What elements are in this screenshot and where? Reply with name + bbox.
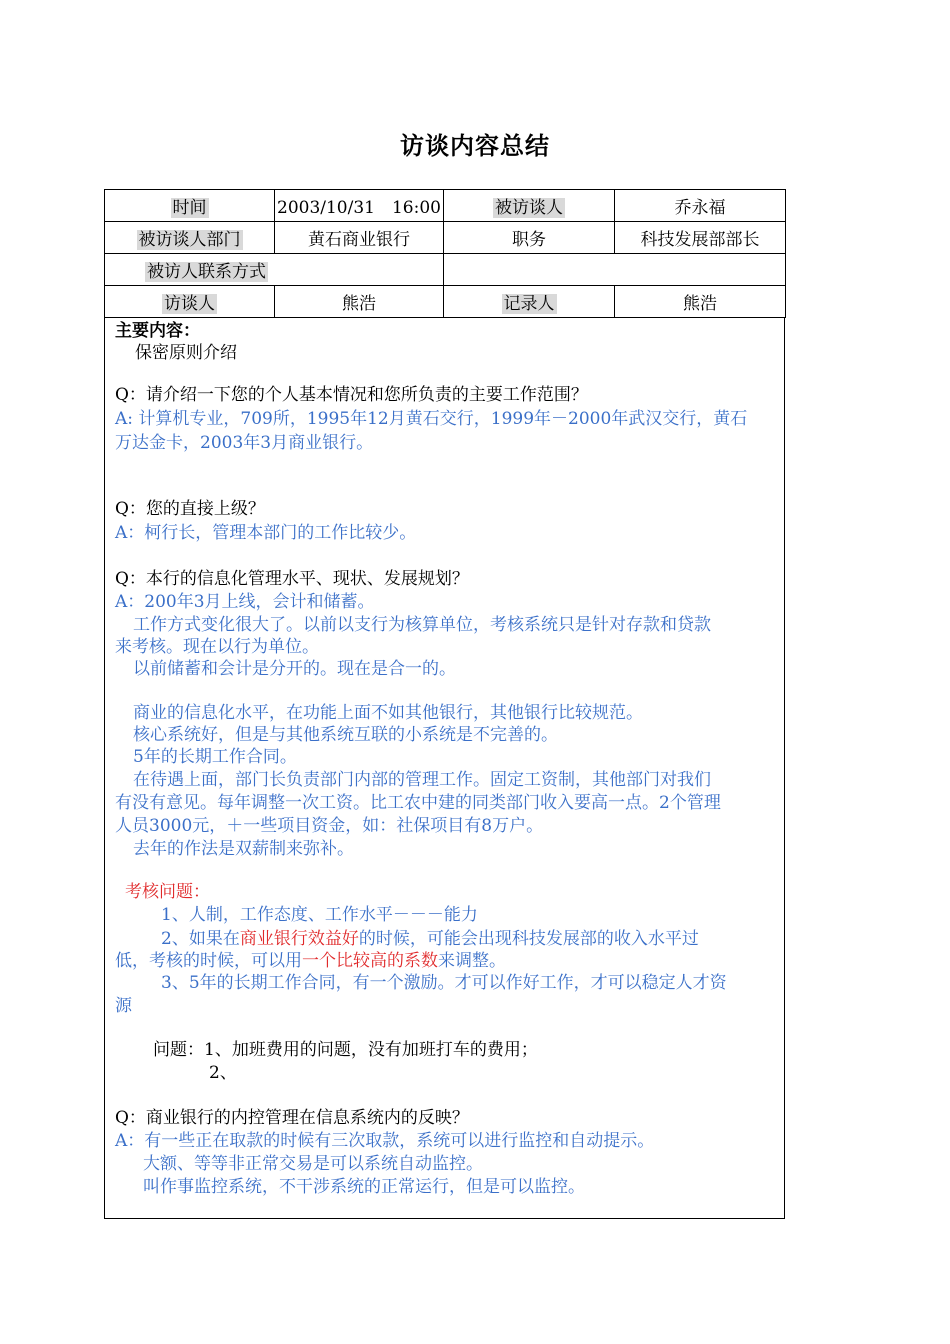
- answer-3-line-9: 有没有意见。每年调整一次工资。比工农中建的同类部门收入要高一点。2个管理: [115, 793, 721, 813]
- answer-3-line-1: A：200年3月上线，会计和储蓄。: [115, 592, 375, 612]
- answer-3-line-3: 来考核。现在以行为单位。: [115, 637, 319, 657]
- answer-3-line-8: 在待遇上面，部门长负责部门内部的管理工作。固定工资制，其他部门对我们: [133, 770, 711, 790]
- table-row: [105, 222, 786, 254]
- question-2: Q：您的直接上级？: [115, 499, 265, 519]
- position-value: 科技发展部部长: [615, 222, 786, 254]
- table-row: [105, 254, 786, 286]
- time-value: 2003/10/31 16:00: [275, 190, 444, 222]
- assessment-item-3-line-2: 源: [115, 996, 132, 1016]
- answer-3-line-2: 工作方式变化很大了。以前以支行为核算单位，考核系统只是针对存款和贷款: [133, 615, 711, 635]
- assessment-text: 的时候，可能会出现科技发展部的收入水平过: [358, 929, 699, 949]
- answer-1-line-1: A: 计算机专业，709所，1995年12月黄石交行，1999年－2000年武汉交行，黄石: [115, 409, 748, 429]
- highlight-text: 商业银行效益好: [239, 929, 359, 949]
- highlight-text: 一个比较高的系数: [302, 951, 438, 971]
- question-1: Q：请介绍一下您的个人基本情况和您所负责的主要工作范围？: [115, 385, 588, 405]
- recorder-value: 熊浩: [615, 286, 786, 318]
- interviewer-label: 访谈人: [164, 294, 215, 314]
- time-label: 时间: [172, 198, 207, 218]
- assessment-item-2-line-1: [161, 928, 699, 951]
- assessment-text: 低，考核的时候，可以用: [115, 951, 302, 971]
- contact-label: 被访人联系方式: [147, 262, 266, 282]
- dept-label: 被访谈人部门: [138, 230, 241, 250]
- assessment-text: 来调整。: [438, 951, 506, 971]
- answer-3-line-10: 人员3000元，＋一些项目资金，如：社保项目有8万户。: [115, 816, 544, 836]
- interviewee-label: 被访谈人: [495, 198, 563, 218]
- answer-3-line-11: 去年的作法是双薪制来弥补。: [133, 839, 354, 859]
- answer-3-line-6: 核心系统好，但是与其他系统互联的小系统是不完善的。: [133, 725, 558, 745]
- table-row: [105, 286, 786, 318]
- issues-line-1: 问题：1、加班费用的问题，没有加班打车的费用；: [153, 1040, 538, 1060]
- answer-4-line-1: A：有一些正在取款的时候有三次取款，系统可以进行监控和自动提示。: [115, 1131, 655, 1151]
- main-content: [104, 318, 785, 1219]
- interviewer-value: 熊浩: [275, 286, 444, 318]
- assessment-item-1: 1、人制，工作态度、工作水平－－－能力: [161, 905, 478, 925]
- question-3: Q：本行的信息化管理水平、现状、发展规划？: [115, 569, 469, 589]
- answer-2: A：柯行长，管理本部门的工作比较少。: [115, 523, 417, 543]
- document-title: 访谈内容总结: [400, 131, 550, 160]
- dept-value: 黄石商业银行: [275, 222, 444, 254]
- answer-3-line-5: 商业的信息化水平，在功能上面不如其他银行，其他银行比较规范。: [133, 703, 643, 723]
- question-4: Q：商业银行的内控管理在信息系统内的反映？: [115, 1108, 469, 1128]
- assessment-text: 2、如果在: [161, 929, 240, 949]
- answer-1-line-2: 万达金卡，2003年3月商业银行。: [115, 433, 374, 453]
- position-label: 职务: [444, 222, 615, 254]
- contact-value: [444, 254, 786, 286]
- assessment-item-2-line-2: [115, 950, 506, 973]
- answer-3-line-7: 5年的长期工作合同。: [133, 747, 297, 767]
- issues-line-2: 2、: [209, 1063, 237, 1083]
- assessment-item-3-line-1: 3、5年的长期工作合同，有一个激励。才可以作好工作，才可以稳定人才资: [161, 973, 727, 993]
- content-heading: 主要内容：: [115, 321, 200, 341]
- table-row: [105, 190, 786, 222]
- answer-3-line-4: 以前储蓄和会计是分开的。现在是合一的。: [133, 659, 456, 679]
- info-table: [104, 189, 786, 318]
- recorder-label: 记录人: [503, 294, 555, 314]
- answer-4-line-2: 大额、等等非正常交易是可以系统自动监控。: [143, 1154, 483, 1174]
- answer-4-line-3: 叫作事监控系统，不干涉系统的正常运行，但是可以监控。: [143, 1177, 585, 1197]
- assessment-heading: 考核问题：: [125, 882, 210, 902]
- intro-line: 保密原则介绍: [135, 343, 237, 363]
- interviewee-value: 乔永福: [615, 190, 786, 222]
